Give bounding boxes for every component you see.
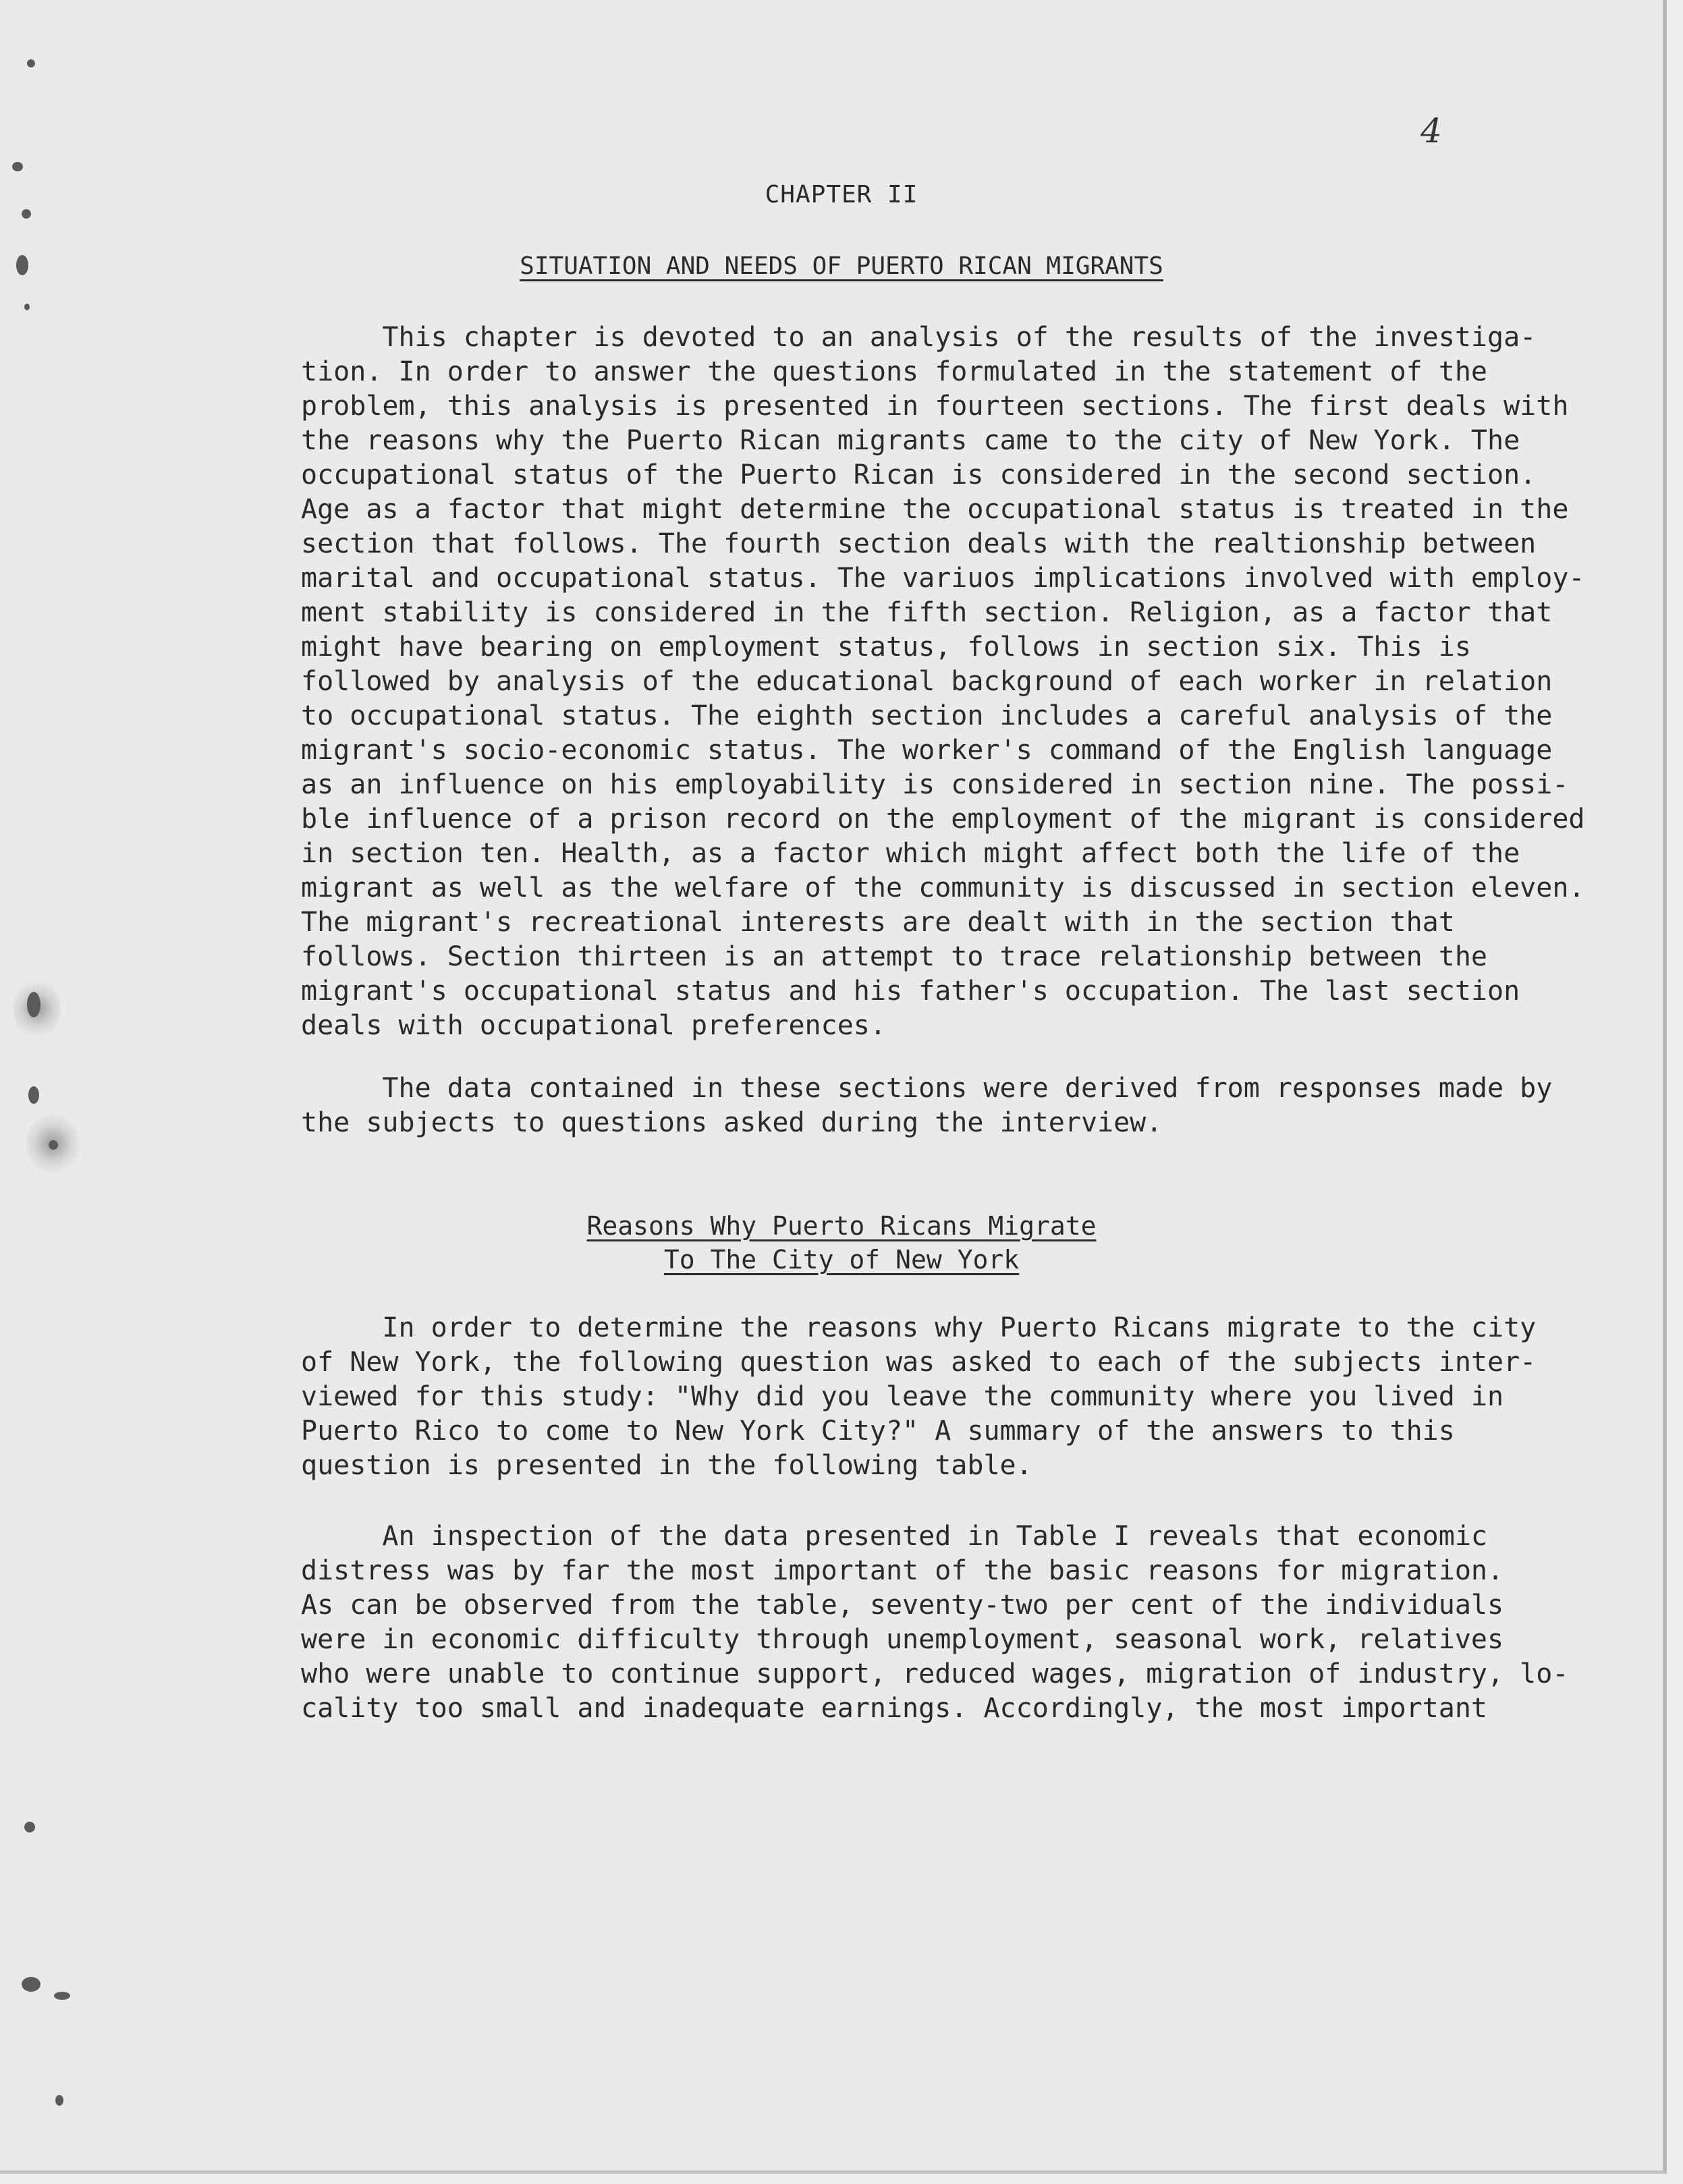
chapter-label: CHAPTER II [765, 181, 918, 208]
text-line: to occupational status. The eighth section includes a careful analysis of the [301, 700, 1553, 731]
text-line: Puerto Rico to come to New York City?" A summary of the answers to this [301, 1416, 1455, 1447]
binder-hole-mark [24, 1822, 35, 1832]
inspection-paragraph [301, 1519, 1651, 1726]
binder-hole-mark [24, 304, 30, 310]
text-line: In order to determine the reasons why Puerto Ricans migrate to the city [301, 1312, 1537, 1343]
text-line: might have bearing on employment status, follows in section six. This is [301, 632, 1471, 663]
reasons-intro-paragraph [301, 1311, 1651, 1483]
section-heading-line: Reasons Why Puerto Ricans Migrate [586, 1211, 1097, 1241]
binder-hole-mark [27, 59, 35, 67]
text-line: viewed for this study: "Why did you leave the community where you lived in [301, 1381, 1504, 1412]
binder-hole-mark [54, 1992, 70, 2000]
text-line: follows. Section thirteen is an attempt to trace relationship between the [301, 941, 1487, 972]
chapter-title [0, 252, 1683, 280]
text-line: cality too small and inadequate earnings. Accordingly, the most important [301, 1693, 1487, 1724]
text-line: section that follows. The fourth section deals with the realtionship between [301, 528, 1537, 559]
page-number: 4 [1420, 111, 1442, 150]
text-line: who were unable to continue support, reduced wages, migration of industry, lo- [301, 1658, 1569, 1689]
text-line: migrant as well as the welfare of the community is discussed in section eleven. [301, 872, 1585, 903]
binder-hole-mark [22, 209, 31, 219]
text-line: The migrant's recreational interests are dealt with in the section that [301, 907, 1455, 938]
chapter-title-text: SITUATION AND NEEDS OF PUERTO RICAN MIGRANTS [520, 252, 1163, 280]
text-line: the reasons why the Puerto Rican migrants came to the city of New York. The [301, 425, 1520, 456]
text-line: problem, this analysis is presented in fourteen sections. The first deals with [301, 391, 1569, 422]
text-line: question is presented in the following table. [301, 1450, 1032, 1481]
text-line: the subjects to questions asked during the interview. [301, 1107, 1163, 1138]
text-line: migrant's occupational status and his father's occupation. The last section [301, 976, 1520, 1007]
text-line: ble influence of a prison record on the employment of the migrant is considered [301, 804, 1585, 835]
binder-hole-mark [12, 162, 23, 171]
binder-hole-mark [22, 1977, 40, 1992]
text-line: tion. In order to answer the questions formulated in the statement of the [301, 356, 1487, 387]
binder-hole-mark [28, 1086, 39, 1104]
text-line: followed by analysis of the educational background of each worker in relation [301, 666, 1553, 697]
text-line: As can be observed from the table, seventy-two per cent of the individuals [301, 1590, 1504, 1621]
text-line: occupational status of the Puerto Rican is considered in the second section. [301, 459, 1537, 491]
text-line: marital and occupational status. The variuos implications involved with employ- [301, 563, 1585, 594]
text-line: deals with occupational preferences. [301, 1010, 886, 1041]
binder-hole-mark [27, 992, 40, 1017]
text-line: in section ten. Health, as a factor which might affect both the life of the [301, 838, 1520, 869]
intro-paragraph [301, 320, 1651, 1043]
section-heading [0, 1209, 1683, 1277]
text-line: An inspection of the data presented in Table I reveals that economic [301, 1521, 1487, 1552]
text-line: ment stability is considered in the fifth section. Religion, as a factor that [301, 597, 1553, 628]
binder-hole-mark [55, 2095, 63, 2106]
data-source-paragraph [301, 1071, 1651, 1140]
section-heading-line: To The City of New York [663, 1245, 1020, 1275]
text-line: migrant's socio-economic status. The worker's command of the English language [301, 735, 1553, 766]
text-line: of New York, the following question was asked to each of the subjects inter- [301, 1347, 1537, 1378]
text-line: as an influence on his employability is considered in section nine. The possi- [301, 769, 1569, 800]
text-line: Age as a factor that might determine the occupational status is treated in the [301, 494, 1569, 525]
text-line: distress was by far the most important of the basic reasons for migration. [301, 1555, 1504, 1586]
text-line: The data contained in these sections were derived from responses made by [301, 1073, 1553, 1104]
text-line: This chapter is devoted to an analysis of the results of the investiga- [301, 322, 1537, 353]
text-line: were in economic difficulty through unemployment, seasonal work, relatives [301, 1624, 1504, 1655]
binder-hole-mark [49, 1140, 58, 1150]
